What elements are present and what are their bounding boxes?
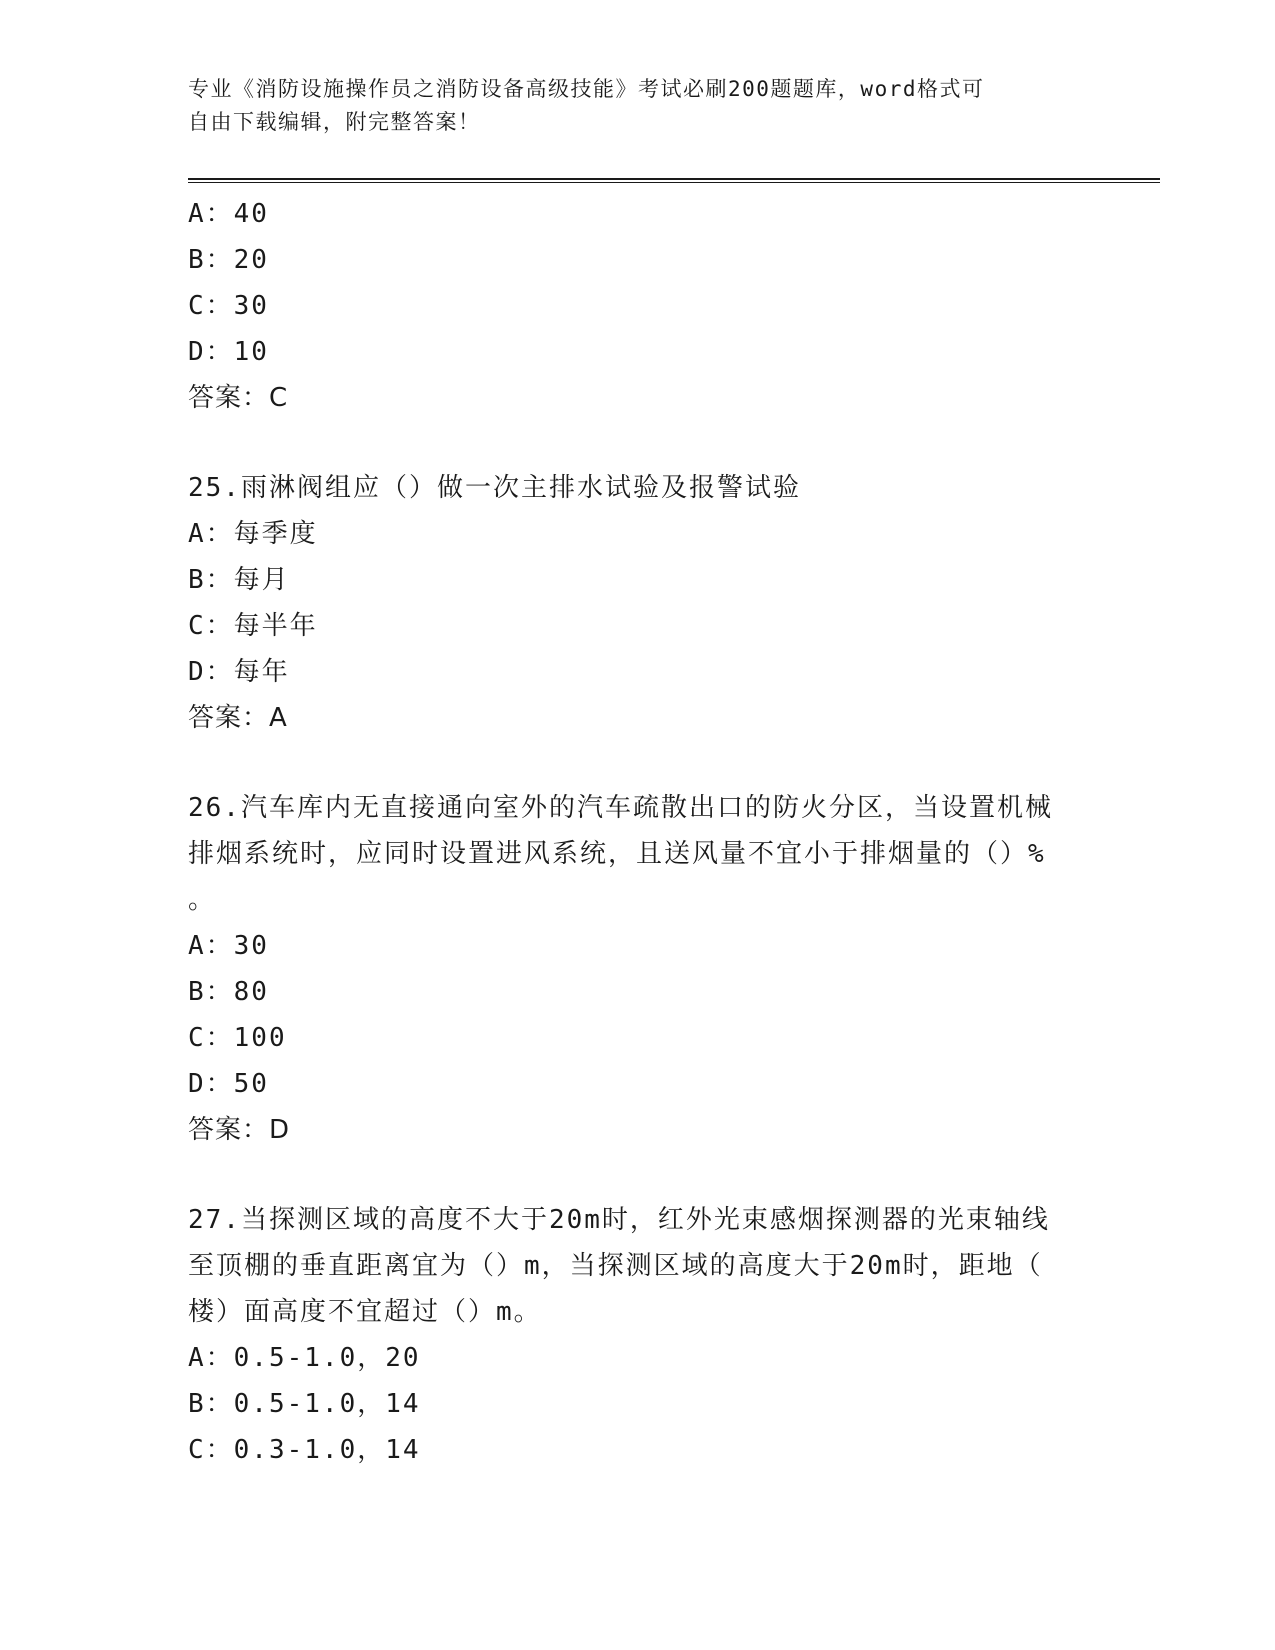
option-b: B：每月 xyxy=(188,565,290,595)
spacer xyxy=(188,421,1088,465)
option-d: D：50 xyxy=(188,1069,269,1099)
option-a: A：30 xyxy=(188,931,269,961)
question-content xyxy=(188,191,1088,1473)
option-c: C：0.3-1.0，14 xyxy=(188,1435,421,1465)
option-b: B：0.5-1.0，14 xyxy=(188,1389,421,1419)
option-a: A：40 xyxy=(188,199,269,229)
option-d: D：10 xyxy=(188,337,269,367)
question-text-line-1: 27.当探测区域的高度不大于20m时，红外光束感烟探测器的光束轴线 xyxy=(188,1205,1050,1235)
option-c: C：100 xyxy=(188,1023,287,1053)
question-text-line-2: 排烟系统时，应同时设置进风系统，且送风量不宜小于排烟量的（）% xyxy=(188,839,1046,869)
question-text: 25.雨淋阀组应（）做一次主排水试验及报警试验 xyxy=(188,473,801,503)
option-d: D：每年 xyxy=(188,657,290,687)
option-b: B：20 xyxy=(188,245,269,275)
spacer xyxy=(188,741,1088,785)
question-text-line-3: 。 xyxy=(188,885,217,915)
answer-line: 答案：A xyxy=(188,703,288,733)
question-block-prev xyxy=(188,191,1088,421)
answer-line: 答案：D xyxy=(188,1115,291,1145)
option-b: B：80 xyxy=(188,977,269,1007)
header-line-2: 自由下载编辑，附完整答案！ xyxy=(188,110,481,134)
question-text-line-2: 至顶棚的垂直距离宜为（）m，当探测区域的高度大于20m时，距地（ xyxy=(188,1251,1043,1281)
question-block-25 xyxy=(188,465,1088,741)
answer-line: 答案：C xyxy=(188,383,289,413)
question-text-line-3: 楼）面高度不宜超过（）m。 xyxy=(188,1297,542,1327)
question-text-line-1: 26.汽车库内无直接通向室外的汽车疏散出口的防火分区，当设置机械 xyxy=(188,793,1053,823)
option-a: A：0.5-1.0，20 xyxy=(188,1343,421,1373)
question-block-26 xyxy=(188,785,1088,1153)
header-line-1: 专业《消防设施操作员之消防设备高级技能》考试必刷200题题库，word格式可 xyxy=(188,77,985,101)
question-block-27 xyxy=(188,1197,1088,1473)
page-header xyxy=(188,73,1088,139)
option-c: C：30 xyxy=(188,291,269,321)
header-divider-thick xyxy=(188,178,1160,180)
header-divider-thin xyxy=(188,182,1160,183)
option-c: C：每半年 xyxy=(188,611,318,641)
spacer xyxy=(188,1153,1088,1197)
option-a: A：每季度 xyxy=(188,519,318,549)
